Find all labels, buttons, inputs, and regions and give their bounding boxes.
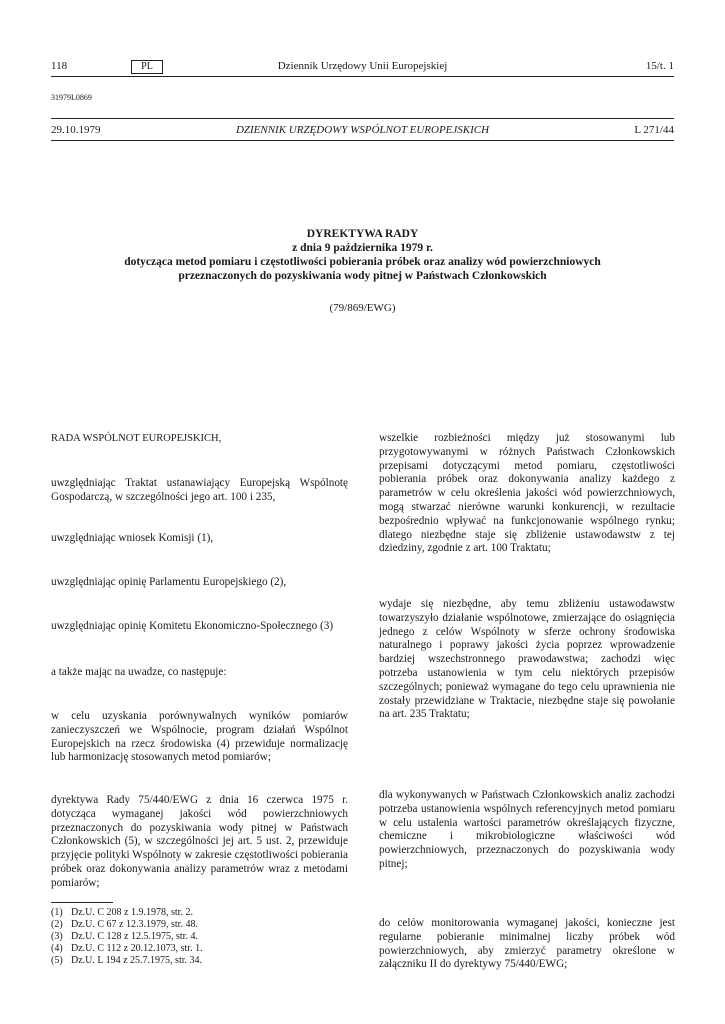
footnote-separator [51, 902, 113, 903]
recital-measurement: w celu uzyskania porównywalnych wyników pomiarów zanieczyszczeń we Wspólnocie, program działań Wspólnot Europejskich na rzecz środowiska (4) przewiduje normalizację lub harmonizację stosowanych metod pomiarów; [51, 710, 348, 764]
orig-journal-title: DZIENNIK URZĘDOWY WSPÓLNOT EUROPEJSKICH [235, 124, 490, 136]
footnote-text: Dz.U. C 128 z 12.5.1975, str. 4. [71, 931, 198, 942]
footnote-number: (3) [51, 931, 63, 942]
journal-title: Dziennik Urzędowy Unii Europejskiej [277, 60, 448, 72]
footnote [51, 955, 202, 967]
footnote-text: Dz.U. L 194 z 25.7.1975, str. 34. [71, 955, 203, 966]
recital-commission: uwzględniając wniosek Komisji (1), [51, 532, 214, 544]
footnote-number: (2) [51, 919, 63, 930]
doc-date: z dnia 9 października 1979 r. [292, 242, 433, 254]
recital-reference-methods: dla wykonywanych w Państwach Członkowskich analiz zachodzi potrzeba ustanowienia wspólnych referencyjnych metod pomiaru w celu ustalenia wartości parametrów określających fizyczne, chemiczne i mikrobiologiczne właściwości wód powierzchniowych, przeznaczonych do pozyskiwania wody pitnej; [379, 789, 675, 870]
orig-date: 29.10.1979 [51, 124, 101, 136]
celex-number: 31979L0869 [51, 93, 92, 102]
footnote-number: (1) [51, 907, 63, 918]
footnote [51, 907, 193, 919]
footnote [51, 931, 198, 943]
orig-header-rule-bottom [51, 140, 674, 141]
doc-number: (79/869/EWG) [329, 302, 396, 314]
recital-committee: uwzględniając opinię Komitetu Ekonomiczno-Społecznego (3) [51, 620, 334, 632]
header-rule [51, 76, 674, 77]
footnote-number: (5) [51, 955, 63, 966]
orig-ref: L 271/44 [634, 124, 674, 136]
volume-ref: 15/t. 1 [645, 60, 674, 72]
footnote [51, 943, 203, 955]
doc-subject-line1: dotycząca metod pomiaru i częstotliwości pobierania próbek oraz analizy wód powierzchniowych [124, 256, 601, 268]
footnote-text: Dz.U. C 67 z 12.3.1979, str. 48. [71, 919, 198, 930]
doc-title: DYREKTYWA RADY [306, 228, 419, 240]
page-number: 118 [51, 60, 68, 72]
recital-intro: a także mając na uwadze, co następuje: [51, 666, 227, 678]
orig-header-rule-top [51, 118, 674, 119]
language-badge: PL [131, 60, 163, 74]
council-heading: RADA WSPÓLNOT EUROPEJSKICH, [51, 433, 222, 444]
recital-parliament: uwzględniając opinię Parlamentu Europejskiego (2), [51, 576, 287, 588]
footnote-text: Dz.U. C 112 z 20.12.1073, str. 1. [71, 943, 203, 954]
recital-divergences: wszelkie rozbieżności między już stosowanymi lub przygotowywanymi w różnych Państwach Członkowskich przepisami dotyczącymi metod pomiaru, częstotliwości pobierania próbek oraz dokonywania analizy każdego z parametrów w celu określenia jakości wód powierzchniowych, mogą stwarzać nierówne warunki konkurencji, w rezultacie bezpośrednio wpływać na funkcjonowanie wspólnego rynku; dlatego niezbędne staje się zbliżenie ustawodawstw z tej dziedziny, zgodnie z art. 100 Traktatu; [379, 432, 675, 555]
footnote [51, 919, 198, 931]
doc-subject-line2: przeznaczonych do pozyskiwania wody pitnej w Państwach Członkowskich [178, 270, 547, 282]
recital-directive-75-440: dyrektywa Rady 75/440/EWG z dnia 16 czerwca 1975 r. dotycząca wymaganej jakości wód powierzchniowych przeznaczonych do pozyskiwania wody pitnej w Państwach Członkowskich (5), w szczególności jej art. 5 ust. 2, przewiduje przyjęcie polityki Wspólnoty w zakresie częstotliwości pobierania próbek oraz dokonywania analizy parametrów wraz z metodami pomiarów; [51, 794, 348, 889]
footnote-text: Dz.U. C 208 z 1.9.1978, str. 2. [71, 907, 193, 918]
recital-monitoring: do celów monitorowania wymaganej jakości, konieczne jest regularne pobieranie minimalnej liczby próbek wód powierzchniowych, aby zmierzyć parametry określone w załączniku II do dyrektywy 75/440/EWG; [379, 917, 675, 971]
recital-treaty: uwzględniając Traktat ustanawiający Europejską Wspólnotę Gospodarczą, w szczególności jego art. 100 i 235, [51, 477, 348, 503]
recital-community-action: wydaje się niezbędne, aby temu zbliżeniu ustawodawstw towarzyszyło działanie wspólnotowe, zmierzające do osiągnięcia jednego z celów Wspólnoty w sferze ochrony środowiska naturalnego i poprawy jakości życia poprzez wprowadzenie bardziej wszechstronnego prawodawstwa; zachodzi więc potrzeba ustanowienia w tym celu niektórych przepisów szczególnych; ponieważ wymagane do tego celu uprawnienia nie zostały przewidziane w Traktacie, niezbędne staje się powołanie na art. 235 Traktatu; [379, 598, 675, 721]
footnote-number: (4) [51, 943, 63, 954]
